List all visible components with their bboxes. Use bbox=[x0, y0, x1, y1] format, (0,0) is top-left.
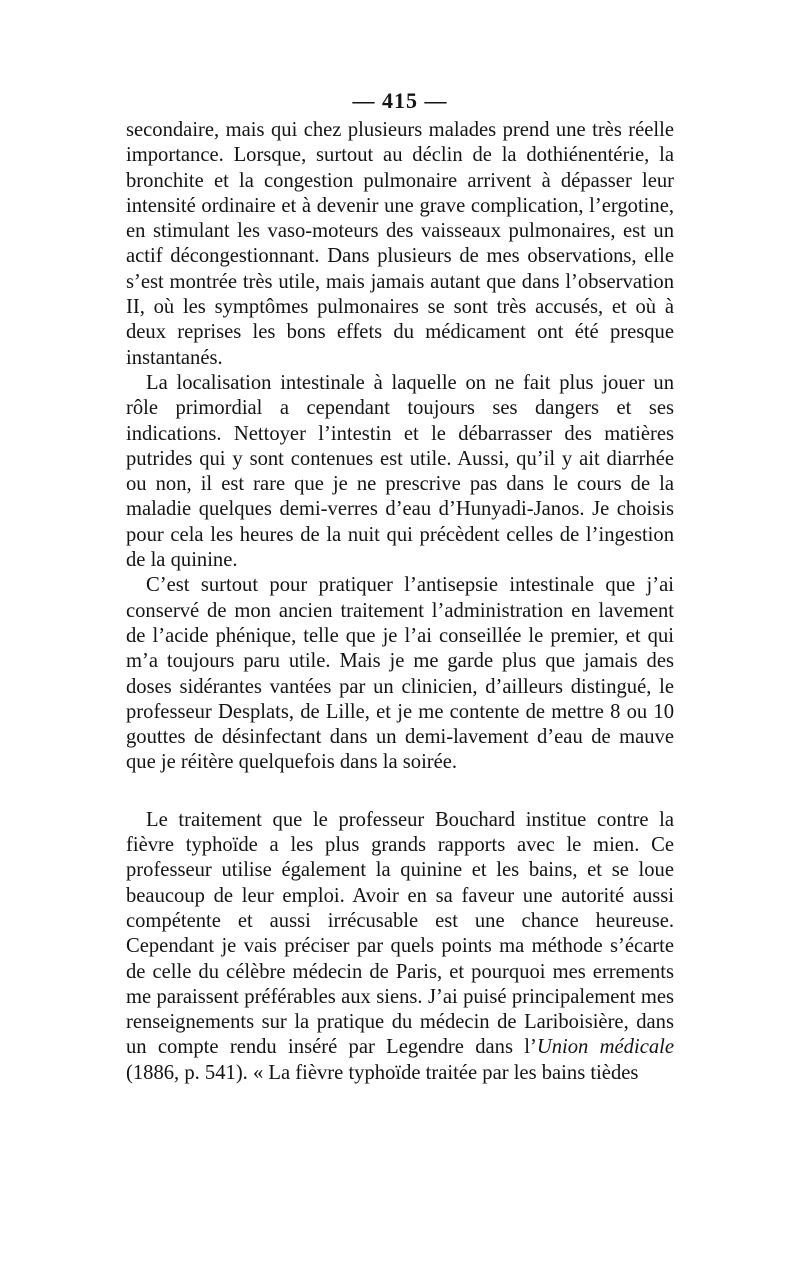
bouchard-text-part-2: (1886, p. 541). « La fièvre typhoïde traitée par les bains tièdes bbox=[126, 1061, 639, 1084]
book-page bbox=[126, 88, 674, 1086]
paragraph-antisepsie-intestinale: C’est surtout pour pratiquer l’antisepsie intestinale que j’ai conservé de mon ancien traitement l’administration en lavement de l’acide phénique, telle que je l’ai conseillée le premier, et qui m’a toujours paru utile. Mais je me garde plus que jamais des doses sidérantes vantées par un clinicien, d’ailleurs distingué, le professeur Desplats, de Lille, et je me contente de mettre 8 ou 10 gouttes de désinfectant dans un demi-lavement d’eau de mauve que je réitère quelquefois dans la soirée. bbox=[126, 574, 674, 774]
journal-title-italic: Union médicale bbox=[536, 1036, 674, 1059]
bouchard-text-part-1: Le traitement que le professeur Bouchard institue contre la fièvre typhoïde a les plus grands rapports avec le mien. Ce professeur utilise également la quinine et les bains, et se loue beaucoup de leur emploi. Avoir en sa faveur une autorité aussi compétente et aussi irrécusable est une chance heureuse. Cependant je vais préciser par quels points ma méthode s’écarte de celle du célèbre médecin de Paris, et pourquoi mes errements me paraissent préférables aux siens. J’ai puisé principalement mes renseignements sur la pratique du médecin de Lariboisière, dans un compte rendu inséré par Legendre dans l’ bbox=[126, 808, 674, 1059]
paragraph-localisation-intestinale: La localisation intestinale à laquelle on ne fait plus jouer un rôle primordial a cependant toujours ses dangers et ses indications. Nettoyer l’intestin et le débarrasser des matières putrides qui y sont contenues est utile. Aussi, qu’il y ait diarrhée ou non, il est rare que je ne prescrive pas dans le cours de la maladie quelques demi-verres d’eau d’Hunyadi-Janos. Je choisis pour cela les heures de la nuit qui précèdent celles de l’ingestion de la quinine. bbox=[126, 371, 674, 572]
page-number-header: — 415 — bbox=[352, 88, 448, 113]
paragraph-traitement-bouchard bbox=[126, 808, 674, 1086]
section-gap bbox=[126, 776, 674, 808]
paragraph-ergotine: secondaire, mais qui chez plusieurs malades prend une très réelle importance. Lorsque, surtout au déclin de la dothiénentérie, la bronchite et la congestion pulmonaire arrivent à dépasser leur intensité ordinaire et à devenir une grave complication, l’ergotine, en stimulant les vaso-moteurs des vaisseaux pulmonaires, est un actif décongestionnant. Dans plusieurs de mes observations, elle s’est montrée très utile, mais jamais autant que dans l’observation II, où les symptômes pulmonaires se sont très accusés, et où à deux reprises les bons effets du médicament ont été presque instantanés. bbox=[126, 119, 674, 369]
body-text bbox=[126, 118, 674, 1086]
